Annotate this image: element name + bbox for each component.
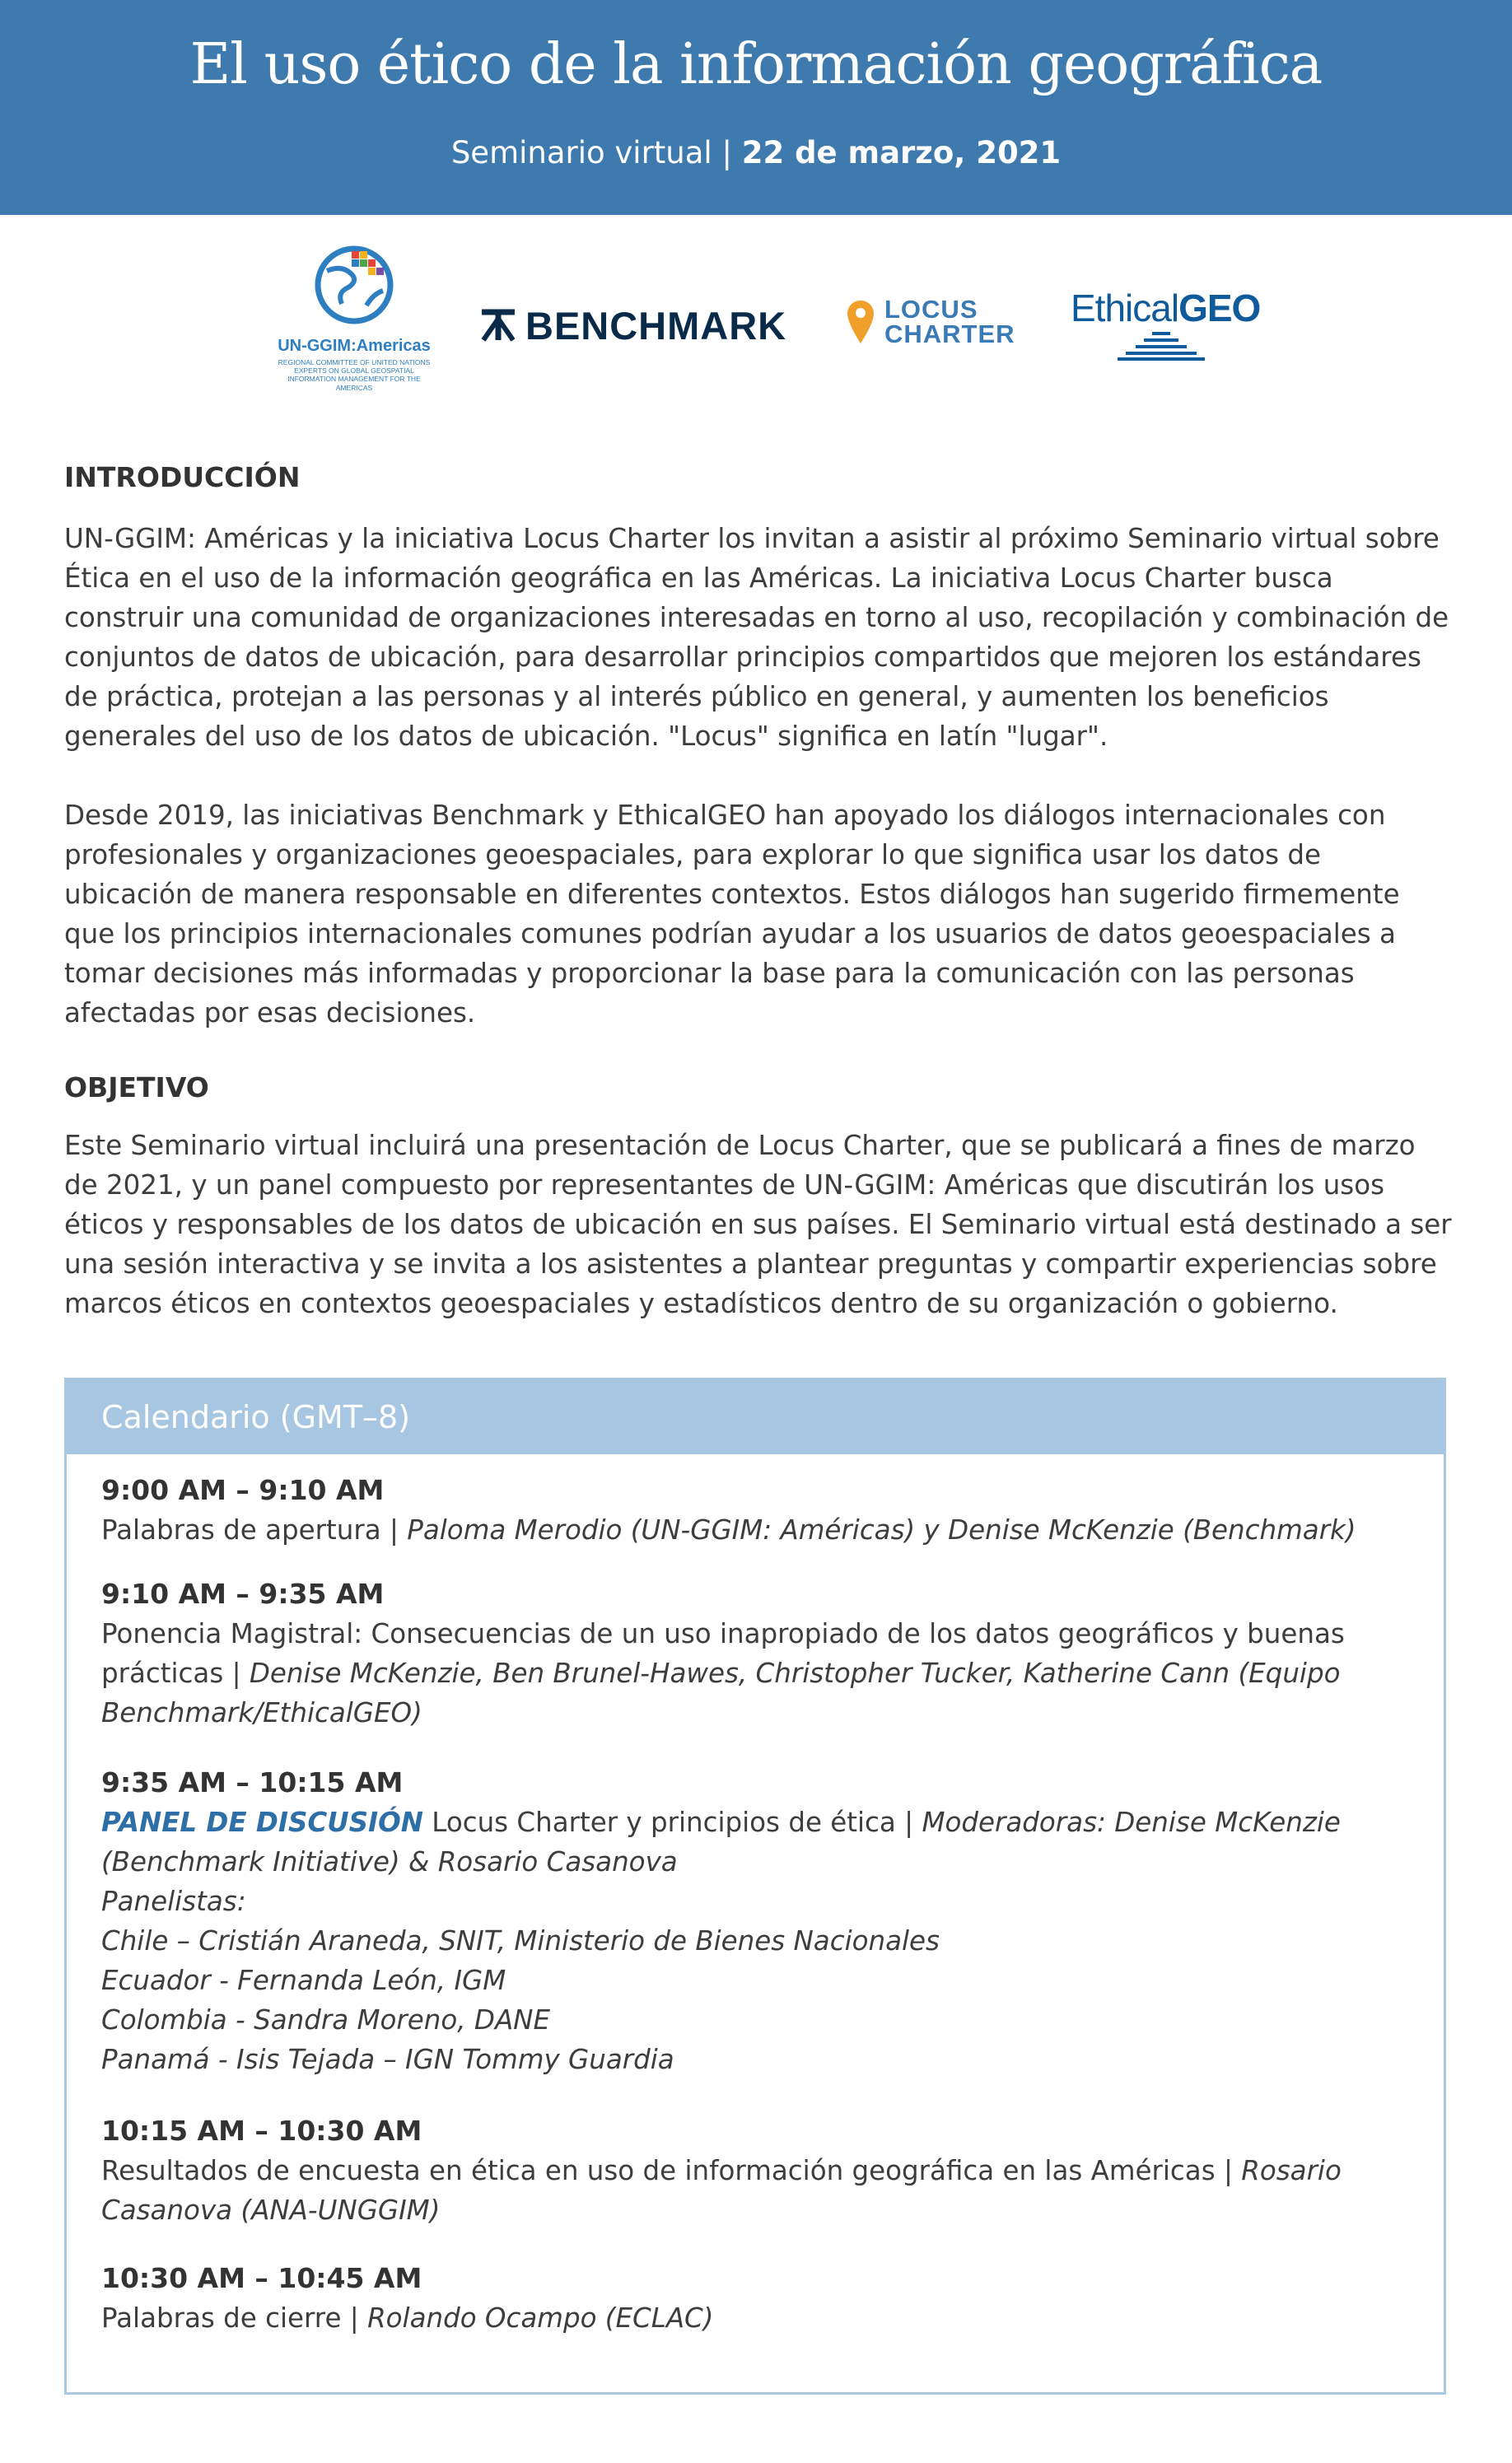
locus-logo-line1: LOCUS bbox=[884, 295, 978, 324]
objective-paragraph: Este Seminario virtual incluirá una presentación de Locus Charter, que se publicará a fines de marzo de 2021, y un panel compuesto por representantes de UN-GGIM: Américas que discutirán los usos éticos y responsables de los datos de ubicación en sus países. El Seminario virtual está destinado a ser una sesión interactiva y se invita a los asistentes a plantear preguntas y compartir experiencias sobre marcos éticos en contextos geoespaciales y estadísticos dentro de su organización o gobierno. bbox=[64, 1130, 1452, 1319]
slot-speakers: Paloma Merodio (UN-GGIM: Américas) y Denise McKenzie (Benchmark) bbox=[407, 1514, 1356, 1546]
schedule-box bbox=[64, 1378, 1446, 2395]
header-banner bbox=[0, 0, 1512, 215]
slot-time: 10:30 AM – 10:45 AM bbox=[101, 2262, 422, 2294]
panelist: Panamá - Isis Tejada – IGN Tommy Guardia bbox=[101, 2044, 674, 2075]
pyramid-icon bbox=[1116, 330, 1206, 362]
slot-time: 9:35 AM – 10:15 AM bbox=[101, 1766, 404, 1798]
ethicalgeo-logo bbox=[1071, 286, 1261, 365]
slot-description: Ponencia Magistral: Consecuencias de un uso inapropiado de los datos geográficos y buenas prácticas | Denise McKenzie, Ben Brunel-Hawes, Christopher Tucker, Katherine Cann (Equipo Benchmark/EthicalGEO) bbox=[101, 1618, 1345, 1728]
slot-description: PANEL DE DISCUSIÓN Locus Charter y principios de ética | Moderadoras: Denise McKenzie (Benchmark Initiative) & Rosario Casanova bbox=[101, 1807, 1341, 1878]
slot-speakers: Moderadoras: Denise McKenzie (Benchmark Initiative) & Rosario Casanova bbox=[101, 1807, 1341, 1878]
benchmark-logo bbox=[479, 301, 786, 350]
panelist: Ecuador - Fernanda León, IGM bbox=[101, 1965, 506, 1996]
globe-icon bbox=[309, 240, 399, 330]
intro-paragraph-2: Desde 2019, las iniciativas Benchmark y EthicalGEO han apoyado los diálogos internacionales con profesionales y organizaciones geoespaciales, para explorar lo que significa usar los datos de ubicación de manera responsable en diferentes contextos. Estos diálogos han sugerido firmemente que los principios internacionales comunes podrían ayudar a los usuarios de datos geoespaciales a tomar decisiones más informadas y proporcionar la base para la comunicación con las personas afectadas por esas decisiones. bbox=[64, 800, 1400, 1029]
schedule-title: Calendario (GMT–8) bbox=[67, 1380, 1444, 1454]
un-ggim-americas-logo bbox=[273, 240, 435, 416]
event-date: 22 de marzo, 2021 bbox=[741, 135, 1062, 170]
page-title: El uso ético de la información geográfica bbox=[189, 32, 1323, 97]
map-pin-icon bbox=[847, 299, 875, 345]
slot-time: 9:00 AM – 9:10 AM bbox=[101, 1474, 385, 1506]
schedule-slot bbox=[101, 1574, 1402, 1733]
locus-logo-line2: CHARTER bbox=[884, 320, 1015, 349]
slot-description: Resultados de encuesta en ética en uso de información geográfica en las Américas | Rosario Casanova (ANA-UNGGIM) bbox=[101, 2155, 1342, 2226]
slot-time: 9:10 AM – 9:35 AM bbox=[101, 1578, 385, 1610]
locus-charter-logo bbox=[847, 297, 1015, 348]
intro-heading: INTRODUCCIÓN bbox=[64, 461, 301, 493]
slot-description: Palabras de apertura | Paloma Merodio (UN-GGIM: Américas) y Denise McKenzie (Benchmark) bbox=[101, 1514, 1356, 1546]
subtitle-separator: | bbox=[721, 135, 732, 170]
un-ggim-logo-text: UN-GGIM:Americas bbox=[278, 337, 431, 355]
benchmark-logo-text: BENCHMARK bbox=[525, 303, 787, 348]
subtitle-label: Seminario virtual bbox=[450, 135, 712, 170]
anchor-icon bbox=[479, 307, 517, 343]
schedule-slot bbox=[101, 2259, 1402, 2338]
panelist: Colombia - Sandra Moreno, DANE bbox=[101, 2004, 551, 2036]
slot-speakers: Denise McKenzie, Ben Brunel-Hawes, Christopher Tucker, Katherine Cann (Equipo Benchmark/EthicalGEO) bbox=[101, 1658, 1341, 1728]
ethicalgeo-logo-text-a: Ethical bbox=[1071, 287, 1179, 329]
panelist: Chile – Cristián Araneda, SNIT, Ministerio de Bienes Nacionales bbox=[101, 1925, 940, 1957]
slot-description: Palabras de cierre | Rolando Ocampo (ECLAC) bbox=[101, 2302, 714, 2334]
partner-logos bbox=[0, 215, 1512, 429]
objective-heading: OBJETIVO bbox=[64, 1071, 209, 1103]
ethicalgeo-logo-text-b: GEO bbox=[1178, 287, 1261, 329]
panelists-label: Panelistas: bbox=[101, 1886, 246, 1917]
slot-speakers: Rolando Ocampo (ECLAC) bbox=[367, 2302, 714, 2334]
panel-tag: PANEL DE DISCUSIÓN bbox=[101, 1807, 423, 1838]
schedule-slot bbox=[101, 2111, 1402, 2230]
schedule-slot bbox=[101, 1471, 1402, 1550]
slot-speakers: Rosario Casanova (ANA-UNGGIM) bbox=[101, 2155, 1342, 2226]
schedule-slot bbox=[101, 1763, 1402, 2079]
slot-time: 10:15 AM – 10:30 AM bbox=[101, 2115, 422, 2147]
page-subtitle bbox=[0, 135, 1512, 171]
un-ggim-logo-tagline: REGIONAL COMMITTEE OF UNITED NATIONS EXPERTS ON GLOBAL GEOSPATIAL INFORMATION MANAGEMENT FOR THE AMERICAS bbox=[278, 358, 431, 392]
intro-paragraph-1: UN-GGIM: Américas y la iniciativa Locus Charter los invitan a asistir al próximo Seminario virtual sobre Ética en el uso de la información geográfica en las Américas. La iniciativa Locus Charter busca construir una comunidad de organizaciones interesadas en torno al uso, recopilación y combinación de conjuntos de datos de ubicación, para desarrollar principios compartidos que mejoren los estándares de práctica, protejan a las personas y al interés público en general, y aumenten los beneficios generales del uso de los datos de ubicación. "Locus" significa en latín "lugar". bbox=[64, 523, 1449, 752]
